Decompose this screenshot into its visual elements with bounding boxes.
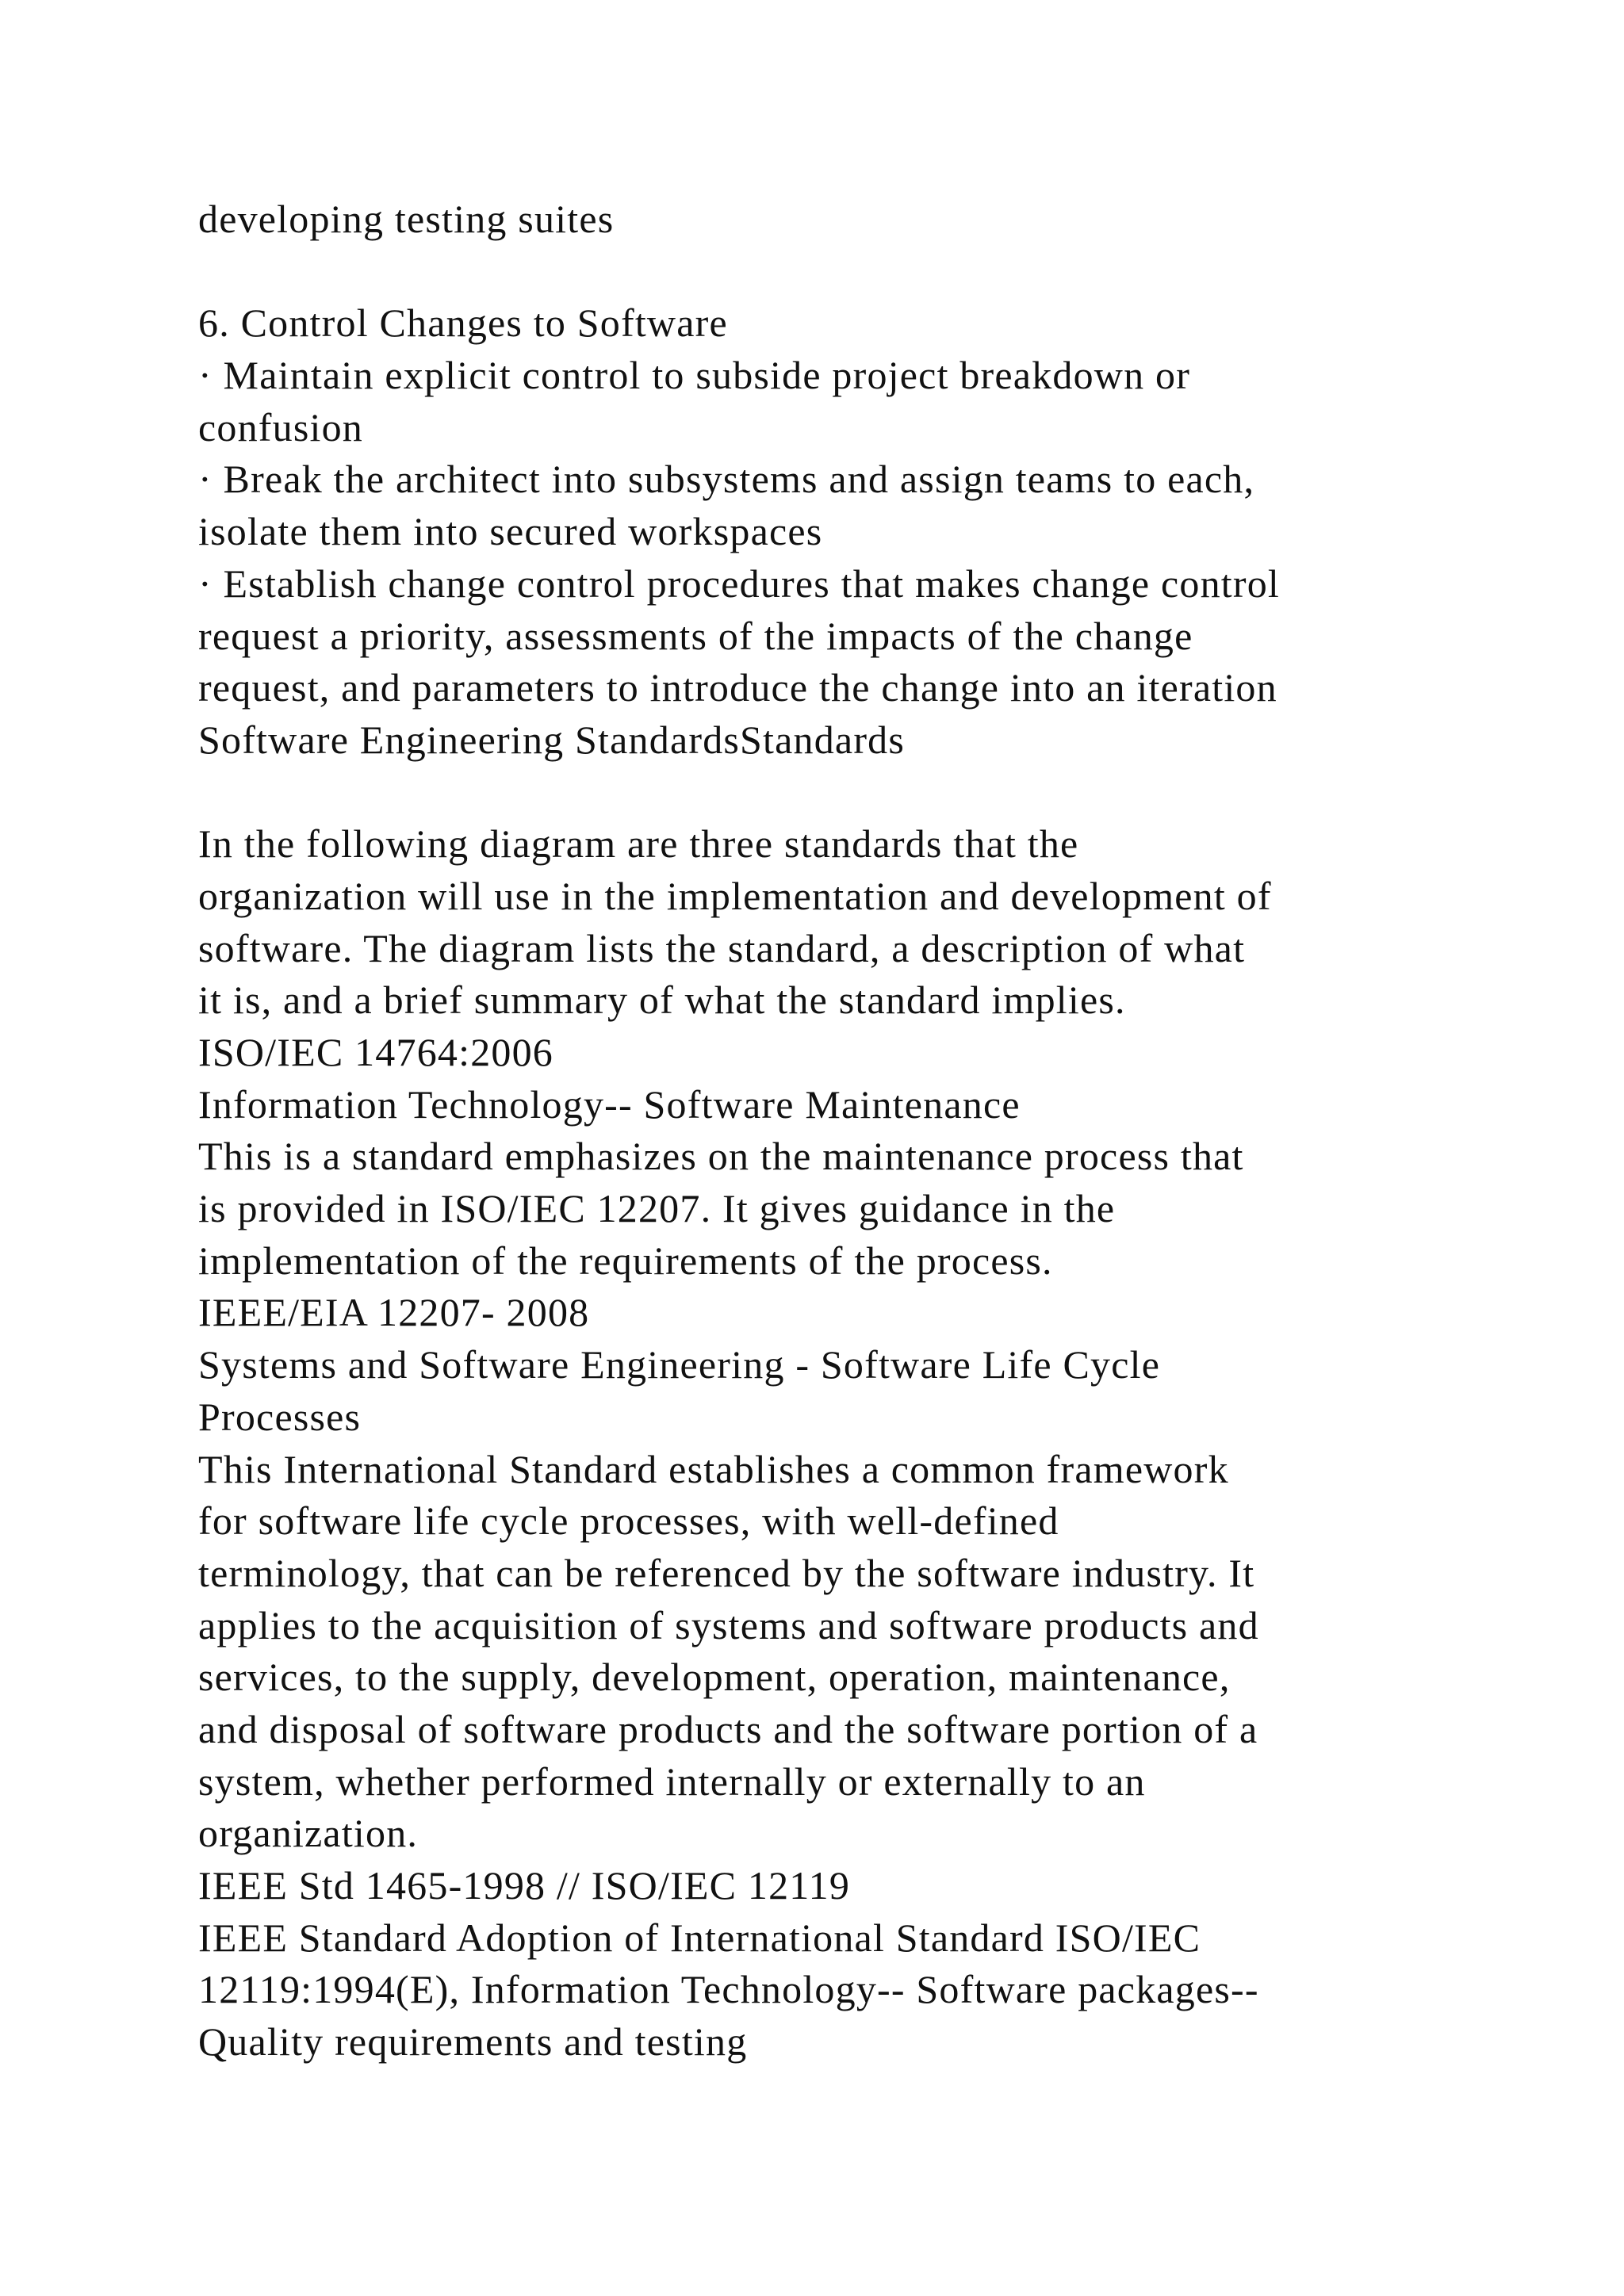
text-line: organization will use in the implementation and development of [198,873,1272,918]
blank-line [198,246,1507,298]
standard-summary-line: and disposal of software products and the software portion of a [198,1706,1258,1751]
standard-summary-line: for software life cycle processes, with well-defined [198,1498,1059,1544]
standard-summary-line: is provided in ISO/IEC 12207. It gives guidance in the [198,1186,1116,1231]
standard-title: Quality requirements and testing [198,2019,748,2064]
standard-title: 12119:1994(E), Information Technology-- Software packages-- [198,1967,1259,2012]
standard-title: Information Technology-- Software Maintenance [198,1081,1021,1127]
standard-summary-line: implementation of the requirements of the process. [198,1238,1053,1283]
text-line: it is, and a brief summary of what the standard implies. [198,978,1126,1023]
standard-id: IEEE/EIA 12207- 2008 [198,1290,590,1335]
text-line: confusion [198,404,363,450]
bullet-line: · Break the architect into subsystems and assign teams to each, [198,457,1255,502]
document-body [198,193,1507,2068]
standard-summary-line: terminology, that can be referenced by the software industry. It [198,1550,1255,1595]
text-line: request, and parameters to introduce the change into an iteration [198,665,1277,710]
text-line: isolate them into secured workspaces [198,509,823,554]
bullet-line: · Establish change control procedures that makes change control [198,561,1281,606]
bullet-line: · Maintain explicit control to subside project breakdown or [198,353,1191,398]
standard-id: ISO/IEC 14764:2006 [198,1030,553,1074]
standard-summary-line: This is a standard emphasizes on the maintenance process that [198,1134,1244,1179]
standard-summary-line: services, to the supply, development, operation, maintenance, [198,1655,1231,1700]
section-heading: 6. Control Changes to Software [198,300,728,346]
standard-title: Processes [198,1394,362,1439]
standard-summary-line: organization. [198,1811,419,1856]
text-line: developing testing suites [198,197,615,241]
standard-title: Systems and Software Engineering - Software Life Cycle [198,1342,1161,1387]
standard-id: IEEE Std 1465-1998 // ISO/IEC 12119 [198,1863,851,1908]
text-line: request a priority, assessments of the impacts of the change [198,613,1193,658]
text-line: software. The diagram lists the standard, a description of what [198,925,1246,970]
standard-summary-line: applies to the acquisition of systems and software products and [198,1602,1259,1647]
standard-title: IEEE Standard Adoption of International Standard ISO/IEC [198,1915,1201,1960]
standard-summary-line: system, whether performed internally or externally to an [198,1758,1146,1804]
standard-summary-line: This International Standard establishes a common framework [198,1446,1229,1491]
blank-line [198,767,1507,819]
text-line: In the following diagram are three standards that the [198,821,1079,867]
section-heading: Software Engineering StandardsStandards [198,717,906,762]
